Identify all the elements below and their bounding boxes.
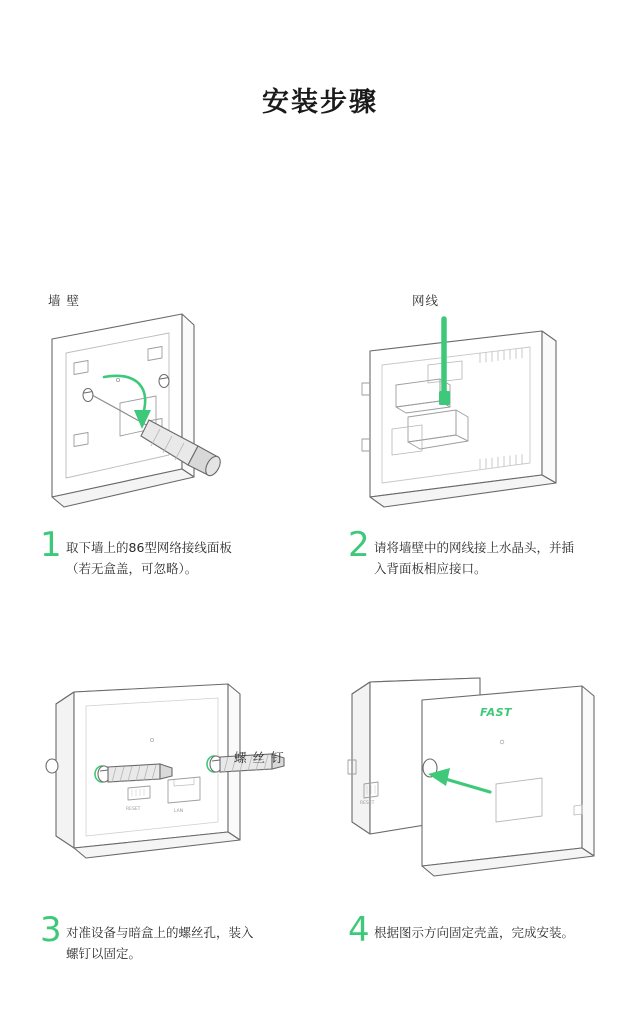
- step-3: [22, 664, 322, 964]
- step-2-text: [374, 529, 606, 579]
- brand-logo: FAST: [480, 706, 513, 719]
- step-4-text-line-1: 根据图示方向固定壳盖，完成安装。: [374, 925, 575, 940]
- screw-left-icon: [98, 764, 172, 782]
- step-2-text-line-1: 请将墙壁中的网线接上水晶头，并插: [374, 540, 575, 555]
- step-4-text: [374, 914, 606, 943]
- step-3-text: [66, 914, 298, 964]
- step-2: [330, 279, 630, 579]
- step-4: [330, 664, 630, 950]
- reset-port-label-2: RESET: [360, 801, 375, 806]
- step-1-text-line-1: 取下墙上的86型网络接线面板: [66, 540, 232, 555]
- step-2-number: 2: [348, 525, 370, 565]
- step-4-number: 4: [348, 910, 370, 950]
- step-1-text: [66, 529, 298, 579]
- wall-panel-drawing: [22, 279, 322, 529]
- step-1: [22, 279, 322, 579]
- back-panel-drawing: [330, 279, 630, 529]
- screw-mounting-drawing: [22, 664, 322, 914]
- step-1-text-line-2: （若无盒盖，可忽略）。: [66, 561, 198, 576]
- step-3-text-line-1: 对准设备与暗盒上的螺丝孔，装入: [66, 925, 254, 940]
- wall-label: 墙 壁: [48, 293, 80, 308]
- step-4-illustration: [330, 664, 630, 914]
- step-1-illustration: [22, 279, 322, 529]
- step-3-illustration: [22, 664, 322, 914]
- network-cable-label: 网线: [412, 293, 440, 308]
- reset-port-label: RESET: [126, 807, 141, 812]
- step-3-text-line-2: 螺钉以固定。: [66, 946, 142, 961]
- step-2-illustration: [330, 279, 630, 529]
- page-title: 安装步骤: [262, 87, 378, 118]
- step-1-caption: [22, 525, 322, 579]
- screw-label: 螺 丝 钉: [234, 750, 285, 765]
- lan-port-label: LAN: [174, 809, 184, 814]
- step-1-number: 1: [40, 525, 62, 565]
- step-2-text-line-2: 入背面板相应接口。: [374, 561, 487, 576]
- cover-install-drawing: [330, 664, 630, 914]
- step-4-caption: [330, 910, 630, 950]
- step-3-caption: [22, 910, 322, 964]
- step-3-number: 3: [40, 910, 62, 950]
- step-2-caption: [330, 525, 630, 579]
